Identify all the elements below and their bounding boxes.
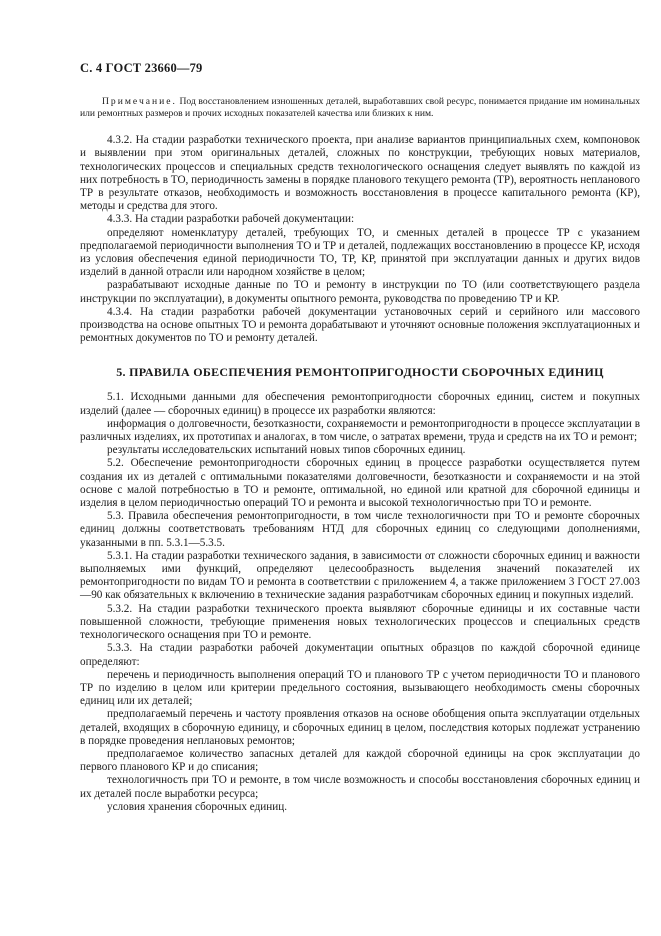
note-text: Под восстановлением изношенных деталей, выработавших свой ресурс, понимается придание им номинальных или ремонтных размеров и прочих исходных показателей качества или близких к ним.	[80, 96, 640, 119]
paragraph-5-3: 5.3. Правила обеспечения ремонтопригодности, в том числе технологичности при ТО и ремонте сборочных единиц должны соответствовать требованиям НТД для сборочных единиц со следующими дополнениями, указанными в пп. 5.3.1—5.3.5.	[80, 510, 640, 549]
paragraph-5-3-3: 5.3.3. На стадии разработки рабочей документации опытных образцов по каждой сборочной единице определяют:	[80, 642, 640, 668]
paragraph-5-3-3-item-1: перечень и периодичность выполнения операций ТО и планового ТР с учетом периодичности ТО и планового ТР по изделию в целом или критерии предельного состояния, вызывающего необходимость смены сборочных единиц или их деталей;	[80, 668, 640, 708]
paragraph-4-3-3: 4.3.3. На стадии разработки рабочей документации:	[107, 213, 355, 226]
paragraph-5-3-3-item-2: предполагаемый перечень и частоту проявления отказов на основе обобщения опыта эксплуатации отдельных деталей, входящих в сборочную единицу, и сборочных единиц в целом, последствия которых подлежат устранению в порядке проведения неплановых ремонтов;	[80, 708, 640, 747]
paragraph-5-2: 5.2. Обеспечение ремонтопригодности сборочных единиц в процессе разработки осуществляется путем создания их из деталей с оптимальными показателями долговечности, безотказности и сохраняемости и на этой основе с малой потребностью в ТО и ремонте, оптимальной, но единой или кратной для сборочной единицы и изделия в целом периодичностью операций ТО и ремонта и высокой технологичностью при ТО и ремонте.	[80, 457, 640, 510]
paragraph-5-1-item-1: информация о долговечности, безотказности, сохраняемости и ремонтопригодности в процессе эксплуатации в различных изделиях, их прототипах и аналогах, в том числе, о затратах времени, труда и средств на их ТО и ремонт;	[80, 417, 640, 444]
paragraph-5-3-3-item-4: технологичность при ТО и ремонте, в том числе возможность и способы восстановления сборочных единиц и их деталей после выработки ресурса;	[80, 774, 640, 800]
paragraph-5-1-item-2: результаты исследовательских испытаний новых типов сборочных единиц.	[107, 444, 466, 457]
paragraph-5-3-3-item-5: условия хранения сборочных единиц.	[107, 800, 288, 813]
section-5-title: 5. ПРАВИЛА ОБЕСПЕЧЕНИЯ РЕМОНТОПРИГОДНОСТИ СБОРОЧНЫХ ЕДИНИЦ	[116, 365, 604, 380]
paragraph-5-3-1: 5.3.1. На стадии разработки технического задания, в зависимости от сложности сборочных единиц и важности выполняемых ими функций, определяют целесообразность выделения значений показателей их ремонтопригодности по видам ТО и ремонта в соответствии с приложением 4, а также приложением 3 ГОСТ 27.003—90 как обязательных к включению в технические задания разработчикам сборочных единиц и покупных изделий.	[80, 549, 640, 602]
running-header: С. 4 ГОСТ 23660—79	[80, 61, 203, 75]
paragraph-4-3-3-item-1: определяют номенклатуру деталей, требующих ТО, и сменных деталей в процессе ТР с указанием предполагаемой периодичности выполнения ТО и ТР и деталей, подлежащих восстановлению в процессе КР, исходя из условия обеспечения единой периодичности ТО, ТР, КР, принятой при эксплуатации данных и других видов изделий в данной отрасли или народном хозяйстве в целом;	[80, 226, 640, 279]
note-label: Примечание.	[102, 96, 177, 107]
page-content	[80, 96, 640, 814]
paragraph-4-3-4: 4.3.4. На стадии разработки рабочей документации установочных серий и серийного или массового производства на основе опытных ТО и ремонта дорабатывают и уточняют основные положения эксплуатационных и ремонтных документов по ТО и ремонту деталей.	[80, 305, 640, 345]
paragraph-5-3-2: 5.3.2. На стадии разработки технического проекта выявляют сборочные единицы и их составные части повышенной сложности, требующие применения новых технологических процессов и специальных средств технологического оснащения при ТО и ремонте.	[80, 602, 640, 642]
paragraph-4-3-2: 4.3.2. На стадии разработки технического проекта, при анализе вариантов принципиальных схем, компоновок и выявлении при этом оригинальных деталей, сложных по конструкции, требующих новых материалов, технологических процессов и специальных средств технологического оснащения следует выявлять по каждой из них потребность в ТО, периодичность замены в порядке планового текущего ремонта (ТР), вероятность непланового ТР в результате отказов, необходимость и возможность восстановления в процессе капитального ремонта (КР), методы и средства для этого.	[80, 134, 640, 213]
paragraph-5-3-3-item-3: предполагаемое количество запасных деталей для каждой сборочной единицы на срок эксплуатации до первого планового КР и до списания;	[80, 747, 640, 774]
paragraph-4-3-3-item-2: разрабатывают исходные данные по ТО и ремонту в инструкции по ТО (или соответствующего раздела инструкции по эксплуатации), в документы опытного ремонта, руководства по проведению ТР и КР.	[80, 279, 640, 305]
paragraph-5-1: 5.1. Исходными данными для обеспечения ремонтопригодности сборочных единиц, систем и покупных изделий (далее — сборочных единиц) в процессе их разработки являются:	[80, 391, 640, 417]
note-block	[80, 96, 640, 119]
